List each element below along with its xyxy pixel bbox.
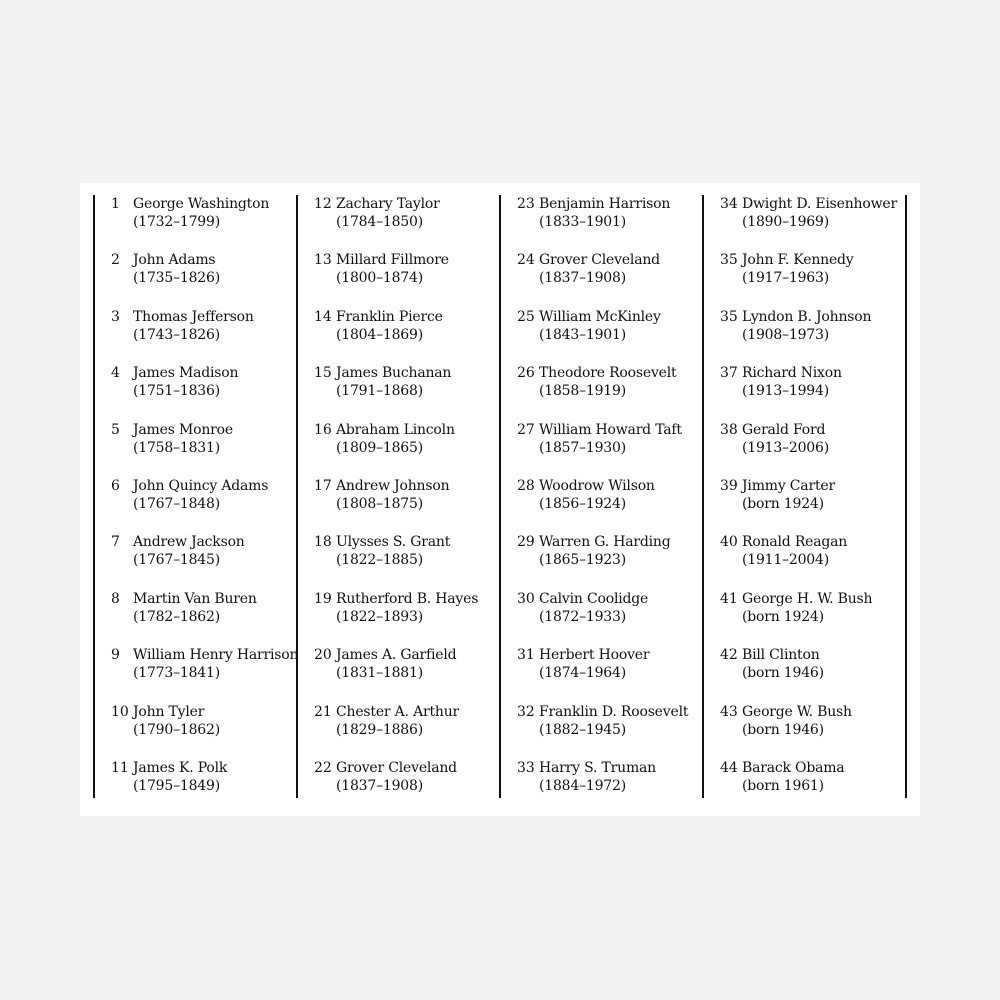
column-3 xyxy=(517,195,707,815)
president-name: Thomas Jefferson xyxy=(133,308,254,325)
president-entry xyxy=(111,195,301,251)
president-name: Lyndon B. Johnson xyxy=(742,308,872,325)
president-entry xyxy=(314,646,504,702)
president-name: Millard Fillmore xyxy=(336,252,449,269)
president-entry xyxy=(111,308,301,364)
president-entry xyxy=(720,703,910,759)
president-years: (1857–1930) xyxy=(539,439,626,456)
president-name: Bill Clinton xyxy=(742,647,820,664)
president-entry xyxy=(517,251,707,307)
president-number: 23 xyxy=(517,196,535,212)
president-years: (1790–1862) xyxy=(133,721,220,738)
president-number: 21 xyxy=(314,703,332,720)
president-number: 35 xyxy=(720,308,738,325)
president-years: (1800–1874) xyxy=(336,270,423,287)
president-entry xyxy=(314,364,504,420)
president-number: 16 xyxy=(314,421,332,438)
president-entry xyxy=(720,759,910,815)
president-entry xyxy=(517,308,707,364)
president-years: (1913–1994) xyxy=(742,383,829,400)
president-entry xyxy=(517,364,707,420)
president-entry xyxy=(517,646,707,702)
president-years: (1856–1924) xyxy=(539,495,626,512)
president-years: (1758–1831) xyxy=(133,439,220,456)
president-entry xyxy=(314,421,504,477)
president-entry xyxy=(314,308,504,364)
president-name: Warren G. Harding xyxy=(539,534,671,551)
president-name: James K. Polk xyxy=(133,759,228,776)
column-2 xyxy=(314,195,504,815)
presidents-sheet xyxy=(80,183,920,816)
president-number: 11 xyxy=(111,759,129,776)
president-years: (1773–1841) xyxy=(133,665,220,682)
president-number: 38 xyxy=(720,421,738,438)
president-number: 43 xyxy=(720,703,738,720)
president-years: (1837–1908) xyxy=(539,270,626,287)
president-entry xyxy=(111,759,301,815)
president-name: Grover Cleveland xyxy=(539,252,660,269)
president-name: Richard Nixon xyxy=(742,365,842,382)
president-name: Harry S. Truman xyxy=(539,759,656,776)
president-years: (born 1924) xyxy=(742,495,824,512)
president-name: John Adams xyxy=(133,252,216,269)
president-entry xyxy=(517,477,707,533)
president-entry xyxy=(111,421,301,477)
president-name: Chester A. Arthur xyxy=(336,703,460,720)
president-number: 10 xyxy=(111,703,129,720)
president-number: 13 xyxy=(314,252,332,269)
president-number: 22 xyxy=(314,759,332,776)
president-entry xyxy=(111,590,301,646)
president-entry xyxy=(314,195,504,251)
president-years: (1751–1836) xyxy=(133,383,220,400)
president-entry xyxy=(111,703,301,759)
president-years: (1837–1908) xyxy=(336,777,423,794)
president-number: 9 xyxy=(111,647,120,664)
president-entry xyxy=(720,251,910,307)
president-name: Andrew Jackson xyxy=(133,534,245,551)
president-name: Jimmy Carter xyxy=(742,477,835,494)
president-name: William McKinley xyxy=(539,308,661,325)
president-years: (1809–1865) xyxy=(336,439,423,456)
president-entry xyxy=(517,421,707,477)
president-number: 2 xyxy=(111,252,120,269)
president-years: (1822–1885) xyxy=(336,552,423,569)
president-years: (1732–1799) xyxy=(133,214,220,230)
president-name: Benjamin Harrison xyxy=(539,196,671,212)
president-number: 12 xyxy=(314,196,332,212)
president-number: 5 xyxy=(111,421,120,438)
president-years: (1831–1881) xyxy=(336,665,423,682)
president-name: Ronald Reagan xyxy=(742,534,848,551)
president-number: 30 xyxy=(517,590,535,607)
president-number: 44 xyxy=(720,759,738,776)
president-years: (1767–1845) xyxy=(133,552,220,569)
president-number: 35 xyxy=(720,252,738,269)
president-entry xyxy=(111,251,301,307)
president-entry xyxy=(314,477,504,533)
president-entry xyxy=(314,759,504,815)
president-years: (1795–1849) xyxy=(133,777,220,794)
president-number: 37 xyxy=(720,365,738,382)
president-years: (1858–1919) xyxy=(539,383,626,400)
president-number: 18 xyxy=(314,534,332,551)
president-name: James Monroe xyxy=(133,421,233,438)
president-years: (1843–1901) xyxy=(539,326,626,343)
president-years: (1865–1923) xyxy=(539,552,626,569)
president-years: (1913–2006) xyxy=(742,439,829,456)
president-name: Franklin D. Roosevelt xyxy=(539,703,689,720)
president-name: James Madison xyxy=(133,365,239,382)
president-entry xyxy=(720,533,910,589)
president-number: 6 xyxy=(111,477,120,494)
president-number: 26 xyxy=(517,365,535,382)
president-entry xyxy=(720,308,910,364)
president-name: George W. Bush xyxy=(742,703,852,720)
president-name: Dwight D. Eisenhower xyxy=(742,196,897,212)
president-years: (1882–1945) xyxy=(539,721,626,738)
president-number: 28 xyxy=(517,477,535,494)
president-years: (born 1924) xyxy=(742,608,824,625)
president-name: Grover Cleveland xyxy=(336,759,457,776)
president-number: 7 xyxy=(111,534,120,551)
president-entry xyxy=(720,590,910,646)
president-entry xyxy=(111,533,301,589)
president-name: John Quincy Adams xyxy=(133,477,269,494)
president-years: (1784–1850) xyxy=(336,214,423,230)
president-years: (1743–1826) xyxy=(133,326,220,343)
president-years: (1804–1869) xyxy=(336,326,423,343)
president-entry xyxy=(517,590,707,646)
column-4 xyxy=(720,195,910,815)
president-entry xyxy=(111,646,301,702)
president-number: 42 xyxy=(720,647,738,664)
president-years: (1767–1848) xyxy=(133,495,220,512)
president-entry xyxy=(720,477,910,533)
president-years: (born 1946) xyxy=(742,665,824,682)
president-name: Andrew Johnson xyxy=(336,477,450,494)
president-number: 14 xyxy=(314,308,332,325)
president-number: 25 xyxy=(517,308,535,325)
president-years: (1911–2004) xyxy=(742,552,829,569)
president-number: 17 xyxy=(314,477,332,494)
president-entry xyxy=(111,477,301,533)
president-number: 1 xyxy=(111,196,120,212)
president-years: (1890–1969) xyxy=(742,214,829,230)
president-years: (1782–1862) xyxy=(133,608,220,625)
president-name: George Washington xyxy=(133,196,270,212)
president-name: Abraham Lincoln xyxy=(336,421,455,438)
president-number: 29 xyxy=(517,534,535,551)
president-entry xyxy=(720,364,910,420)
president-entry xyxy=(720,195,910,251)
president-name: Theodore Roosevelt xyxy=(539,365,677,382)
president-name: Herbert Hoover xyxy=(539,647,650,664)
president-number: 40 xyxy=(720,534,738,551)
president-number: 27 xyxy=(517,421,535,438)
president-number: 8 xyxy=(111,590,120,607)
president-name: Franklin Pierce xyxy=(336,308,443,325)
president-number: 34 xyxy=(720,196,738,212)
president-years: (1735–1826) xyxy=(133,270,220,287)
president-number: 3 xyxy=(111,308,120,325)
president-name: Rutherford B. Hayes xyxy=(336,590,479,607)
president-number: 32 xyxy=(517,703,535,720)
president-name: Woodrow Wilson xyxy=(539,477,655,494)
president-number: 4 xyxy=(111,365,120,382)
president-entry xyxy=(314,703,504,759)
president-name: Zachary Taylor xyxy=(336,196,440,212)
president-years: (1872–1933) xyxy=(539,608,626,625)
president-years: (1833–1901) xyxy=(539,214,626,230)
president-years: (1908–1973) xyxy=(742,326,829,343)
president-name: Ulysses S. Grant xyxy=(336,534,451,551)
president-years: (1791–1868) xyxy=(336,383,423,400)
column-divider xyxy=(93,195,95,798)
president-entry xyxy=(111,364,301,420)
president-number: 15 xyxy=(314,365,332,382)
president-entry xyxy=(720,646,910,702)
president-entry xyxy=(517,759,707,815)
president-entry xyxy=(720,421,910,477)
president-years: (1822–1893) xyxy=(336,608,423,625)
president-entry xyxy=(517,703,707,759)
president-name: Gerald Ford xyxy=(742,421,826,438)
president-number: 24 xyxy=(517,252,535,269)
president-number: 41 xyxy=(720,590,738,607)
president-name: James Buchanan xyxy=(336,365,452,382)
president-name: William Howard Taft xyxy=(539,421,682,438)
president-years: (1874–1964) xyxy=(539,665,626,682)
president-name: Barack Obama xyxy=(742,759,845,776)
president-entry xyxy=(517,195,707,251)
president-number: 31 xyxy=(517,647,535,664)
president-name: Martin Van Buren xyxy=(133,590,257,607)
president-years: (1808–1875) xyxy=(336,495,423,512)
president-years: (born 1961) xyxy=(742,777,824,794)
president-entry xyxy=(314,590,504,646)
president-name: George H. W. Bush xyxy=(742,590,873,607)
president-name: James A. Garfield xyxy=(336,647,457,664)
column-1 xyxy=(111,195,301,815)
president-years: (born 1946) xyxy=(742,721,824,738)
president-name: John Tyler xyxy=(133,703,205,720)
president-years: (1884–1972) xyxy=(539,777,626,794)
president-years: (1917–1963) xyxy=(742,270,829,287)
president-name: John F. Kennedy xyxy=(742,252,854,269)
president-number: 39 xyxy=(720,477,738,494)
president-number: 19 xyxy=(314,590,332,607)
president-number: 20 xyxy=(314,647,332,664)
president-entry xyxy=(314,533,504,589)
president-entry xyxy=(314,251,504,307)
president-name: William Henry Harrison xyxy=(133,647,299,664)
president-entry xyxy=(517,533,707,589)
president-number: 33 xyxy=(517,759,535,776)
president-name: Calvin Coolidge xyxy=(539,590,649,607)
president-years: (1829–1886) xyxy=(336,721,423,738)
